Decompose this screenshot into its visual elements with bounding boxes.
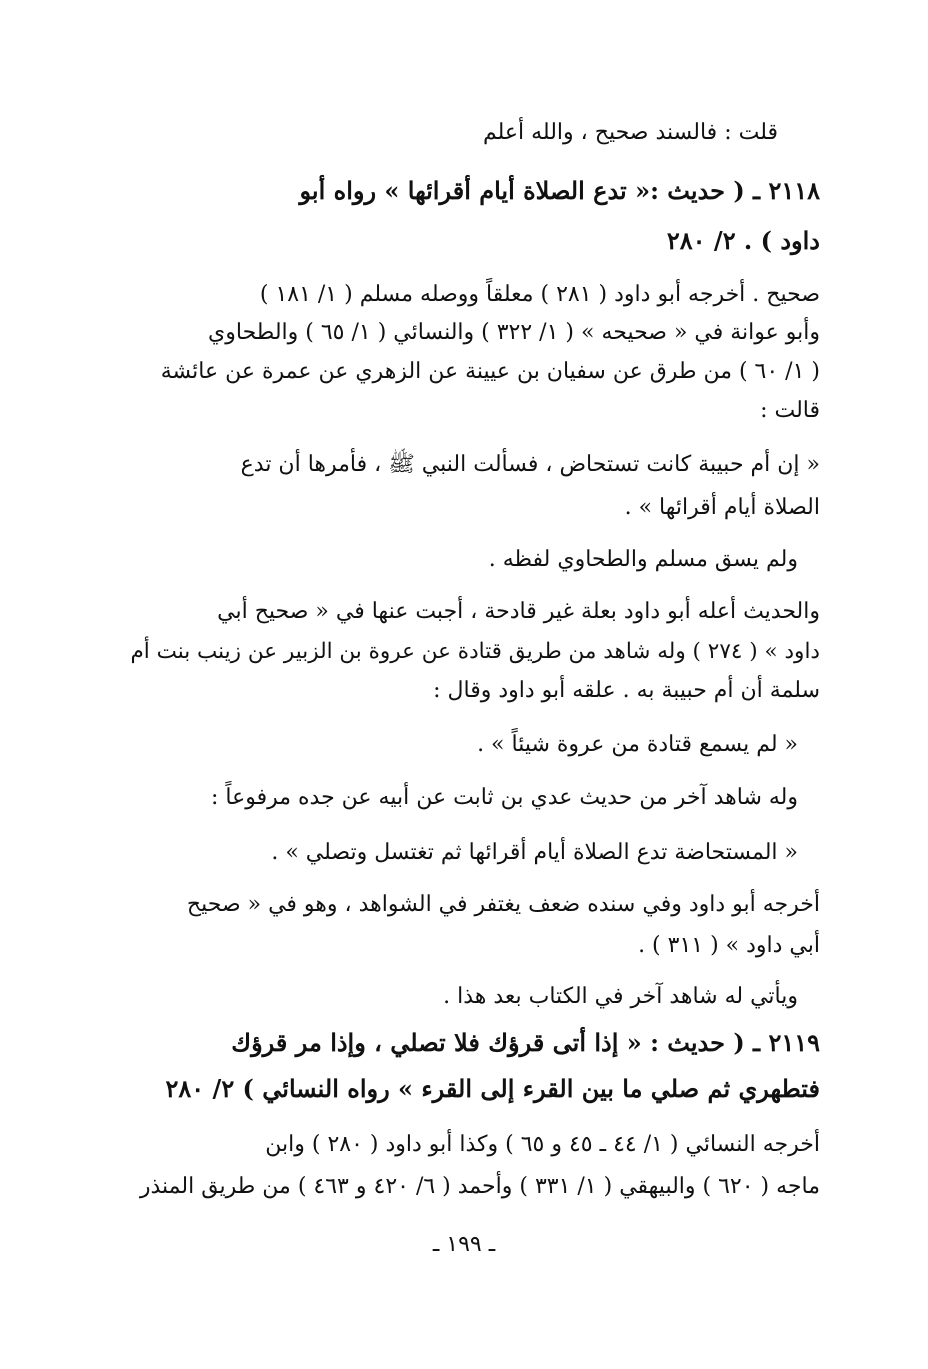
text-line: ويأتي له شاهد آخر في الكتاب بعد هذا . [443,984,798,1009]
hadith-heading: داود ) . ٢/ ٢٨٠ [666,226,820,255]
hadith-heading: فتطهري ثم صلي ما بين القرء إلى القرء » رواه النسائي ) ٢/ ٢٨٠ [165,1074,820,1103]
text-line: أخرجه أبو داود وفي سنده ضعف يغتفر في الشواهد ، وهو في « صحيح [186,892,820,917]
text-line: وله شاهد آخر من حديث عدي بن ثابت عن أبيه عن جده مرفوعاً : [210,785,798,810]
text-line: ولم يسق مسلم والطحاوي لفظه . [488,547,798,572]
quote-line: « لم يسمع قتادة من عروة شيئاً » . [477,732,798,757]
text-line: ( ١/ ٦٠ ) من طرق عن سفيان بن عيينة عن الزهري عن عمرة عن عائشة [160,359,820,384]
text-line: أخرجه النسائي ( ١/ ٤٤ ـ ٤٥ و ٦٥ ) وكذا أبو داود ( ٢٨٠ ) وابن [265,1132,820,1157]
text-line: صحيح . أخرجه أبو داود ( ٢٨١ ) معلقاً ووصله مسلم ( ١/ ١٨١ ) [259,282,820,307]
text-line: سلمة أن أم حبيبة به . علقه أبو داود وقال : [433,678,820,703]
text-line: قلت : فالسند صحيح ، والله أعلم [482,120,778,145]
page-number: ـ ١٩٩ ـ [432,1232,496,1257]
quote-line: « المستحاضة تدع الصلاة أيام أقرائها ثم تغتسل وتصلي » . [271,840,798,865]
text-line: والحديث أعله أبو داود بعلة غير قادحة ، أجبت عنها في « صحيح أبي [217,599,820,624]
text-line: ماجه ( ٦٢٠ ) والبيهقي ( ١/ ٣٣١ ) وأحمد ( ٦/ ٤٢٠ و ٤٦٣ ) من طريق المنذر [139,1174,820,1199]
text-line: قالت : [760,398,820,423]
text-line: داود » ( ٢٧٤ ) وله شاهد من طريق قتادة عن عروة بن الزبير عن زينب بنت أم [130,639,820,664]
hadith-heading: ٢١١٨ ـ ( حديث :« تدع الصلاة أيام أقرائها » رواه أبو [299,176,820,205]
quote-line: الصلاة أيام أقرائها » . [624,495,820,520]
text-line: وأبو عوانة في « صحيحه » ( ١/ ٣٢٢ ) والنسائي ( ١/ ٦٥ ) والطحاوي [208,320,820,345]
hadith-heading: ٢١١٩ ـ ( حديث : « إذا أتى قرؤك فلا تصلي ، وإذا مر قرؤك [231,1028,820,1057]
quote-line: « إن أم حبيبة كانت تستحاض ، فسألت النبي ﷺ ، فأمرها أن تدع [240,452,820,477]
text-line: أبي داود » ( ٣١١ ) . [638,933,820,958]
